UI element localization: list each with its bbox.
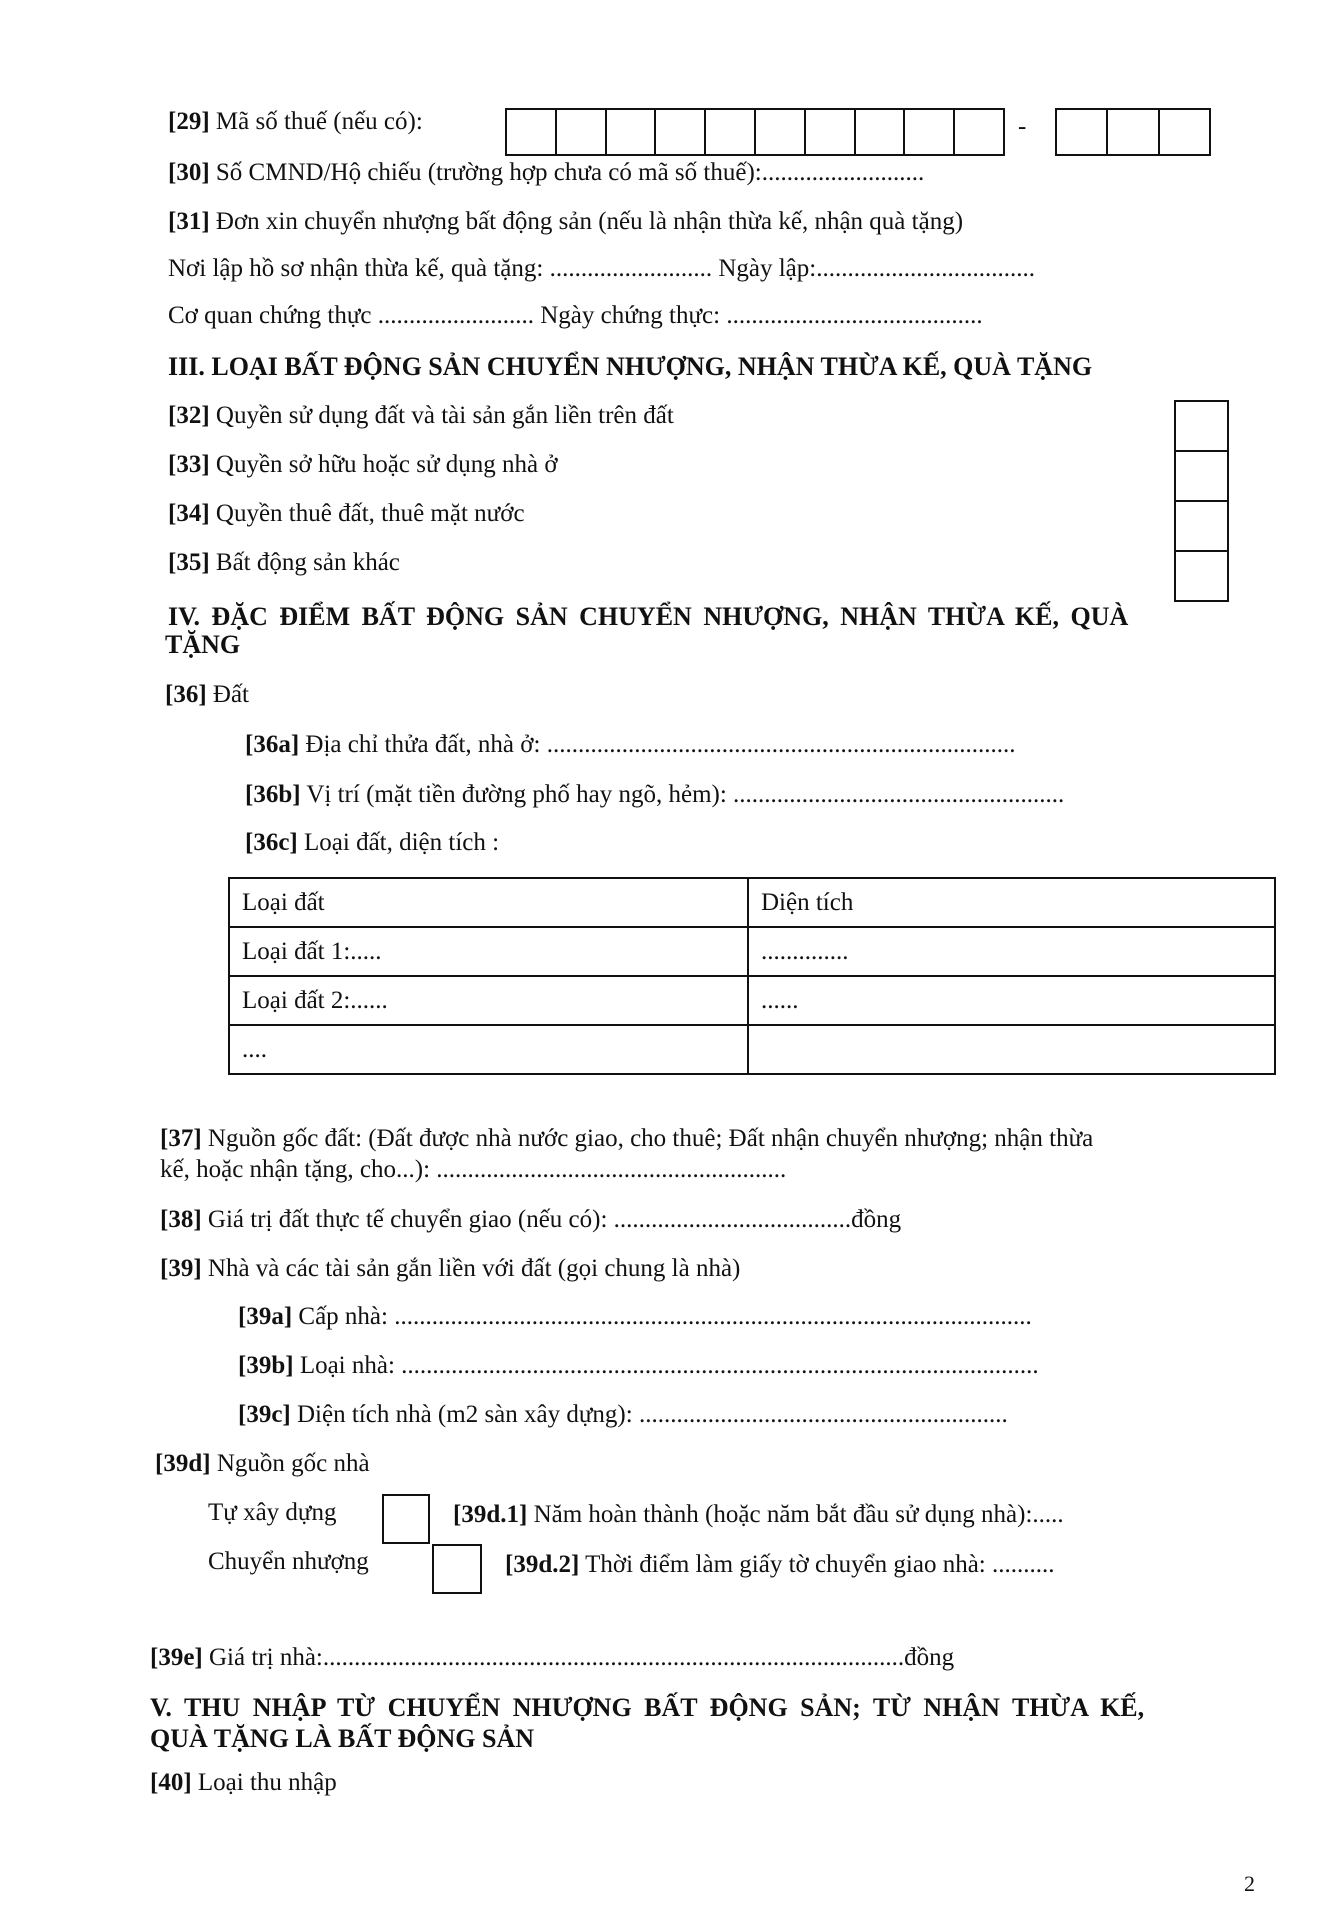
tax-code-digit-box[interactable] bbox=[955, 110, 1003, 154]
field-39e-line bbox=[150, 1643, 954, 1673]
field-39e-text: Giá trị nhà:.............................................................................................đồng bbox=[202, 1644, 955, 1671]
tax-code-digit-box[interactable] bbox=[557, 110, 607, 154]
tax-code-suffix-box[interactable] bbox=[1057, 110, 1108, 154]
field-36a-text: Địa chỉ thửa đất, nhà ở: ........................................................................... bbox=[299, 731, 1016, 758]
area-cell[interactable] bbox=[748, 1025, 1275, 1074]
field-37-line-2: kế, hoặc nhận tặng, cho...): ........................................................ bbox=[160, 1156, 787, 1183]
field-29-text: Mã số thuế (nếu có): bbox=[209, 108, 423, 135]
field-39d2-text: Thời điểm làm giấy tờ chuyển giao nhà: .......... bbox=[579, 1551, 1055, 1578]
field-39a-number: [39a] bbox=[238, 1303, 293, 1330]
field-39b-text: Loại nhà: ...................................................................................................... bbox=[293, 1352, 1039, 1379]
field-32-text: Quyền sử dụng đất và tài sản gắn liền trên đất bbox=[209, 402, 674, 429]
field-39d-line bbox=[155, 1449, 370, 1479]
field-38-text: Giá trị đất thực tế chuyển giao (nếu có): ......................................đồng bbox=[201, 1206, 902, 1233]
land-type-cell[interactable]: Loại đất 1:..... bbox=[229, 927, 748, 976]
field-34-text: Quyền thuê đất, thuê mặt nước bbox=[209, 500, 525, 527]
property-type-checkboxes[interactable] bbox=[1174, 400, 1229, 602]
field-29-label bbox=[168, 107, 423, 137]
checkbox-33[interactable] bbox=[1176, 452, 1227, 502]
tax-code-suffix-boxes[interactable] bbox=[1055, 108, 1211, 156]
field-39d1-line bbox=[453, 1500, 1064, 1530]
table-row bbox=[229, 927, 1275, 976]
tax-code-digit-box[interactable] bbox=[507, 110, 557, 154]
tax-code-digit-box[interactable] bbox=[706, 110, 756, 154]
field-38-line bbox=[160, 1205, 901, 1235]
tax-code-suffix-box[interactable] bbox=[1160, 110, 1209, 154]
field-31-number: [31] bbox=[168, 208, 210, 235]
field-32-number: [32] bbox=[168, 402, 210, 429]
field-39d-text: Nguồn gốc nhà bbox=[210, 1450, 370, 1477]
field-40-number: [40] bbox=[150, 1769, 192, 1796]
checkbox-35[interactable] bbox=[1176, 552, 1227, 600]
tax-code-digit-box[interactable] bbox=[756, 110, 806, 154]
field-39a-text: Cấp nhà: ...................................................................................................... bbox=[292, 1303, 1032, 1330]
section-5-heading-line-2: QUÀ TẶNG LÀ BẤT ĐỘNG SẢN bbox=[150, 1724, 535, 1753]
area-cell[interactable]: .............. bbox=[748, 927, 1275, 976]
header-land-type: Loại đất bbox=[229, 878, 748, 927]
land-area-table bbox=[228, 877, 1276, 1075]
field-39-number: [39] bbox=[160, 1255, 202, 1282]
field-36a-number: [36a] bbox=[245, 731, 300, 758]
field-39b-line bbox=[238, 1351, 1039, 1381]
field-39-text: Nhà và các tài sản gắn liền với đất (gọi chung là nhà) bbox=[201, 1255, 741, 1282]
field-39c-number: [39c] bbox=[238, 1401, 291, 1428]
certifying-agency-line: Cơ quan chứng thực ......................... Ngày chứng thực: ......................................... bbox=[168, 302, 983, 329]
field-34-line bbox=[168, 499, 525, 529]
table-row bbox=[229, 976, 1275, 1025]
tax-code-dash: - bbox=[1018, 113, 1027, 140]
tax-code-digit-box[interactable] bbox=[607, 110, 657, 154]
field-40-line bbox=[150, 1768, 337, 1798]
tax-code-boxes[interactable] bbox=[505, 108, 1005, 156]
field-35-line bbox=[168, 548, 400, 578]
field-35-number: [35] bbox=[168, 549, 210, 576]
field-33-number: [33] bbox=[168, 451, 210, 478]
field-40-text: Loại thu nhập bbox=[191, 1769, 337, 1796]
field-37-line bbox=[160, 1124, 1093, 1154]
field-39d1-number: [39d.1] bbox=[453, 1501, 528, 1528]
tax-code-digit-box[interactable] bbox=[905, 110, 955, 154]
self-built-checkbox[interactable] bbox=[382, 1494, 430, 1544]
tax-code-digit-box[interactable] bbox=[856, 110, 906, 154]
field-30-line bbox=[168, 158, 924, 188]
section-4-heading-line-2: TẶNG bbox=[165, 630, 241, 659]
header-area: Diện tích bbox=[748, 878, 1275, 927]
field-39b-number: [39b] bbox=[238, 1352, 294, 1379]
section-4-heading-line-1: IV. ĐẶC ĐIỂM BẤT ĐỘNG SẢN CHUYỂN NHƯỢNG, NHẬN THỪA KẾ, QUÀ bbox=[168, 602, 1129, 631]
field-39c-line bbox=[238, 1400, 1008, 1430]
field-39d-number: [39d] bbox=[155, 1450, 211, 1477]
field-33-text: Quyền sở hữu hoặc sử dụng nhà ở bbox=[209, 451, 558, 478]
field-39c-text: Diện tích nhà (m2 sàn xây dựng): ........................................................... bbox=[290, 1401, 1008, 1428]
field-36-text: Đất bbox=[206, 681, 250, 708]
field-32-line bbox=[168, 401, 674, 431]
field-39d2-line bbox=[505, 1550, 1055, 1580]
field-33-line bbox=[168, 450, 558, 480]
field-36a-line bbox=[245, 730, 1015, 760]
checkbox-32[interactable] bbox=[1176, 402, 1227, 452]
transfer-checkbox[interactable] bbox=[432, 1544, 482, 1594]
field-39e-number: [39e] bbox=[150, 1644, 203, 1671]
field-38-number: [38] bbox=[160, 1206, 202, 1233]
tax-code-suffix-box[interactable] bbox=[1108, 110, 1159, 154]
field-36-line bbox=[165, 680, 249, 710]
page-number: 2 bbox=[1244, 1871, 1255, 1896]
table-header-row bbox=[229, 878, 1275, 927]
field-36-number: [36] bbox=[165, 681, 207, 708]
field-39d2-number: [39d.2] bbox=[505, 1551, 580, 1578]
field-36b-number: [36b] bbox=[245, 781, 301, 808]
field-39-line bbox=[160, 1254, 740, 1284]
field-30-text: Số CMND/Hộ chiếu (trường hợp chưa có mã số thuế):.......................... bbox=[209, 159, 925, 186]
land-type-cell[interactable]: Loại đất 2:...... bbox=[229, 976, 748, 1025]
field-37-text: Nguồn gốc đất: (Đất được nhà nước giao, cho thuê; Đất nhận chuyển nhượng; nhận thừa bbox=[201, 1125, 1094, 1152]
section-5-heading-line-1: V. THU NHẬP TỪ CHUYỂN NHƯỢNG BẤT ĐỘNG SẢN; TỪ NHẬN THỪA KẾ, bbox=[150, 1693, 1145, 1722]
field-35-text: Bất động sản khác bbox=[209, 549, 400, 576]
field-34-number: [34] bbox=[168, 500, 210, 527]
field-39a-line bbox=[238, 1302, 1032, 1332]
checkbox-34[interactable] bbox=[1176, 502, 1227, 552]
transfer-label: Chuyển nhượng bbox=[208, 1548, 369, 1575]
field-36c-text: Loại đất, diện tích : bbox=[297, 829, 500, 856]
field-36c-number: [36c] bbox=[245, 829, 298, 856]
tax-code-digit-box[interactable] bbox=[806, 110, 856, 154]
field-31-line bbox=[168, 207, 963, 237]
tax-code-digit-box[interactable] bbox=[656, 110, 706, 154]
field-36b-line bbox=[245, 780, 1064, 810]
self-built-label: Tự xây dựng bbox=[208, 1499, 337, 1526]
field-37-number: [37] bbox=[160, 1125, 202, 1152]
field-29-number: [29] bbox=[168, 108, 210, 135]
area-cell[interactable]: ...... bbox=[748, 976, 1275, 1025]
table-row bbox=[229, 1025, 1275, 1074]
section-3-heading: III. LOẠI BẤT ĐỘNG SẢN CHUYỂN NHƯỢNG, NHẬN THỪA KẾ, QUÀ TẶNG bbox=[168, 352, 1093, 381]
field-31-text: Đơn xin chuyển nhượng bất động sản (nếu là nhận thừa kế, nhận quà tặng) bbox=[209, 208, 964, 235]
land-type-cell[interactable]: .... bbox=[229, 1025, 748, 1074]
field-36c-line bbox=[245, 828, 499, 858]
field-36b-text: Vị trí (mặt tiền đường phố hay ngõ, hẻm): ..................................................... bbox=[300, 781, 1065, 808]
inheritance-place-line: Nơi lập hồ sơ nhận thừa kế, quà tặng: .......................... Ngày lập:................................... bbox=[168, 255, 1035, 282]
field-30-number: [30] bbox=[168, 159, 210, 186]
field-39d1-text: Năm hoàn thành (hoặc năm bắt đầu sử dụng nhà):..... bbox=[527, 1501, 1064, 1528]
